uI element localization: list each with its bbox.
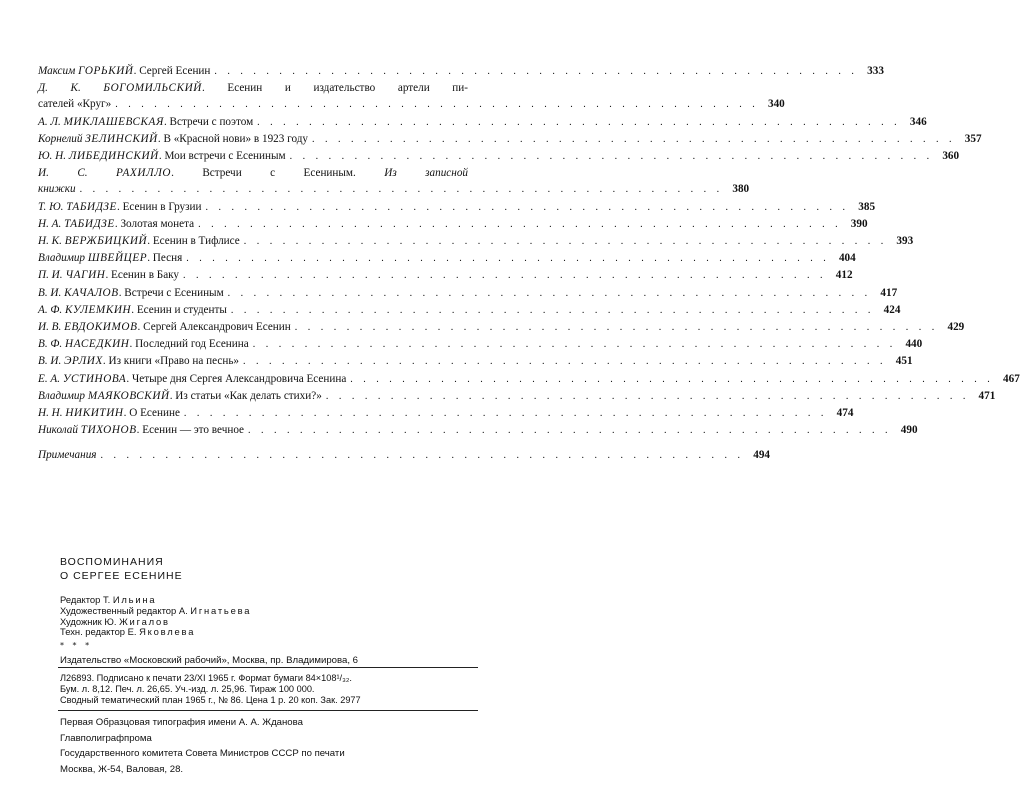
spacer: [38, 439, 468, 447]
toc-entry-text: Николай ТИХОНОВ. Есенин — это вечное: [38, 424, 245, 437]
toc-entry: [38, 233, 914, 250]
leader-dots: . . . . . . . . . . . . . . . . . . . . . . . . . . . . . . . . . . . . . . . . . . . . . . . . . .: [350, 373, 994, 385]
notes-label: Примечания: [38, 449, 97, 462]
author-name: РАХИЛЛО: [116, 167, 172, 180]
toc-entry-text: Корнелий ЗЕЛИНСКИЙ. В «Красной нови» в 1923 году: [38, 132, 309, 145]
page-number: 393: [896, 235, 914, 248]
page-number: 424: [883, 303, 901, 316]
page-number: 429: [947, 321, 965, 334]
author-name: МИКЛАШЕВСКАЯ: [63, 115, 164, 128]
toc-entry-line2: [38, 96, 785, 113]
author-initials: Е. А.: [38, 372, 61, 385]
author: [38, 218, 115, 230]
entry-subtitle: Из записной: [384, 167, 469, 180]
page-number: 412: [835, 269, 853, 282]
book-title: [60, 555, 470, 583]
editor-line: Редактор Т. Ильина: [60, 594, 157, 605]
entry-subtitle-cont: книжки: [38, 183, 76, 196]
leader-dots: . . . . . . . . . . . . . . . . . . . . . . . . . . . . . . . . . . . . . . . . . . . . . . . . . .: [248, 425, 892, 437]
toc-entry-text: П. И. ЧАГИН. Есенин в Баку: [38, 269, 180, 282]
toc-entry: [38, 216, 868, 233]
entry-title: Золотая монета: [120, 217, 195, 230]
author-initials: Н. А.: [38, 217, 62, 230]
leader-dots: . . . . . . . . . . . . . . . . . . . . . . . . . . . . . . . . . . . . . . . . . . . . . . . . . .: [243, 236, 888, 248]
toc-entry-text: В. Ф. НАСЕДКИН. Последний год Есенина: [38, 338, 249, 351]
author-name: МАЯКОВСКИЙ: [87, 389, 170, 402]
leader-dots: . . . . . . . . . . . . . . . . . . . . . . . . . . . . . . . . . . . . . . . . . . . . . . . . . .: [198, 218, 842, 230]
leader-dots: . . . . . . . . . . . . . . . . . . . . . . . . . . . . . . . . . . . . . . . . . . . . . . . . . .: [214, 66, 858, 77]
print-data-line: Л26893. Подписано к печати 23/XI 1965 г. Формат бумаги 84×108¹/₃₂.: [60, 673, 352, 683]
author-initials: Владимир: [38, 389, 86, 402]
entry-title: Встречи с Есениным.: [202, 167, 356, 180]
printing-house-line: Первая Образцовая типография имени А. А. Жданова: [60, 717, 303, 728]
author-name: НИКИТИН: [65, 407, 124, 420]
leader-dots: . . . . . . . . . . . . . . . . . . . . . . . . . . . . . . . . . . . . . . . . . . . . . . . . . .: [115, 99, 759, 111]
page-number: 390: [850, 217, 868, 230]
author-initials: А. Ф.: [38, 303, 63, 316]
author-initials: Владимир: [38, 252, 86, 265]
print-data: [60, 673, 470, 707]
entry-title: Песня: [152, 252, 183, 265]
leader-dots: . . . . . . . . . . . . . . . . . . . . . . . . . . . . . . . . . . . . . . . . . . . . . . . . . .: [243, 356, 887, 368]
author-name: ТАБИДЗЕ: [66, 200, 117, 213]
author-initials: П. И.: [38, 269, 63, 282]
author-name: ТИХОНОВ: [80, 424, 137, 437]
leader-dots: . . . . . . . . . . . . . . . . . . . . . . . . . . . . . . . . . . . . . . . . . . . . . . . . . .: [183, 270, 827, 282]
author-name: НАСЕДКИН: [65, 338, 130, 351]
entry-title: Есенин в Баку: [111, 269, 180, 282]
toc-entry-text: И. С. РАХИЛЛО. Встречи с Есениным. Из записной: [38, 167, 469, 180]
author: [38, 65, 134, 77]
author-name: ЭРЛИХ: [64, 355, 103, 368]
leader-dots: . . . . . . . . . . . . . . . . . . . . . . . . . . . . . . . . . . . . . . . . . . . . . . . . . .: [227, 287, 872, 299]
toc-entry: [38, 302, 901, 319]
page-number: 467: [1003, 372, 1020, 385]
author: [38, 321, 138, 333]
toc-entry-notes: [38, 447, 770, 464]
entry-title: Сергей Александрович Есенин: [143, 321, 291, 334]
toc-entry-text: Н. К. ВЕРЖБИЦКИЙ. Есенин в Тифлисе: [38, 235, 240, 248]
editors-block: [60, 595, 470, 638]
leader-dots: . . . . . . . . . . . . . . . . . . . . . . . . . . . . . . . . . . . . . . . . . . . . . . . . . .: [183, 408, 828, 420]
entry-title: Есенин — это вечное: [142, 424, 245, 437]
toc-entry: [38, 148, 960, 165]
page-number: 333: [867, 65, 884, 77]
toc-entry: [38, 353, 913, 370]
page-number: 404: [838, 252, 856, 265]
entry-title: Есенин и студенты: [136, 303, 227, 316]
toc-entry: [38, 131, 982, 148]
author-name: ЗЕЛИНСКИЙ: [85, 132, 158, 145]
author: [38, 390, 170, 402]
entry-title: Из книги «Право на песнь»: [108, 355, 240, 368]
page-number: 451: [895, 355, 913, 368]
entry-title: Последний год Есенина: [135, 338, 249, 351]
print-data-line: Бум. л. 8,12. Печ. л. 26,65. Уч.-изд. л. 25,96. Тираж 100 000.: [60, 684, 315, 695]
author-name: ЧАГИН: [65, 269, 106, 282]
author: [38, 167, 171, 179]
page-number: 360: [942, 150, 960, 163]
author-initials: В. И.: [38, 355, 62, 368]
toc-entry-text: Е. А. УСТИНОВА. Четыре дня Сергея Александровича Есенина: [38, 372, 347, 385]
toc-entry: [38, 63, 884, 80]
author-name: ШВЕЙЦЕР: [87, 252, 148, 265]
toc-entry: [38, 336, 923, 353]
toc-entry: [38, 250, 856, 267]
entry-title: Есенин в Грузии: [122, 200, 202, 213]
page-number: 471: [978, 389, 996, 402]
divider: [58, 710, 478, 711]
leader-dots: . . . . . . . . . . . . . . . . . . . . . . . . . . . . . . . . . . . . . . . . . . . . . . . . . .: [186, 253, 830, 265]
publisher-line: Издательство «Московский рабочий», Москва, пр. Владимирова, 6: [60, 655, 358, 666]
leader-dots: . . . . . . . . . . . . . . . . . . . . . . . . . . . . . . . . . . . . . . . . . . . . . . . . . .: [230, 304, 875, 316]
toc-entry-text: Н. А. ТАБИДЗЕ. Золотая монета: [38, 217, 195, 230]
editor-line: Художественный редактор А. Игнатьева: [60, 604, 252, 616]
author-name: КУЛЕМКИН: [65, 303, 132, 316]
entry-title: Встречи с поэтом: [169, 115, 254, 128]
author: [38, 133, 158, 145]
page-number: 380: [732, 183, 750, 196]
leader-dots: . . . . . . . . . . . . . . . . . . . . . . . . . . . . . . . . . . . . . . . . . . . . . . . . . .: [257, 116, 901, 128]
toc-entry: [38, 319, 965, 336]
toc-entry: [38, 285, 898, 302]
author-initials: Н. Н.: [38, 407, 63, 420]
entry-title: Из статьи «Как делать стихи?»: [175, 389, 322, 402]
page-number: 357: [964, 132, 982, 145]
toc-entry-text: Т. Ю. ТАБИДЗЕ. Есенин в Грузии: [38, 200, 202, 213]
leader-dots: . . . . . . . . . . . . . . . . . . . . . . . . . . . . . . . . . . . . . . . . . . . . . . . . . .: [205, 201, 850, 213]
print-data-line: Сводный тематический план 1965 г., № 86. Цена 1 р. 20 коп. Зак. 2977: [60, 695, 361, 706]
author-initials: В. Ф.: [38, 338, 63, 351]
author-name: ВЕРЖБИЦКИЙ: [64, 235, 148, 248]
toc-entry: [38, 388, 996, 405]
editor-line: Художник Ю. Жигалов: [60, 615, 170, 627]
printing-house-line: Государственного комитета Совета Министров СССР по печати: [60, 748, 345, 760]
author: [38, 338, 129, 350]
author-name: БОГОМИЛЬСКИЙ: [103, 82, 202, 95]
toc-entry-text: Д. К. БОГОМИЛЬСКИЙ. Есенин и издательство артели пи-: [38, 82, 469, 95]
author: [38, 424, 137, 436]
entry-title: О Есенине: [129, 407, 180, 420]
author-initials: И. С.: [38, 167, 88, 180]
divider: [58, 667, 478, 668]
toc-entry-text: Максим ГОРЬКИЙ. Сергей Есенин: [38, 65, 211, 77]
author-name: КАЧАЛОВ: [64, 286, 119, 299]
page-number: 346: [909, 115, 927, 128]
toc-entry-text: В. И. КАЧАЛОВ. Встречи с Есениным: [38, 286, 224, 299]
author-initials: Н. К.: [38, 235, 62, 248]
printing-house-line: Москва, Ж-54, Валовая, 28.: [60, 763, 184, 775]
author: [38, 373, 126, 385]
author: [38, 269, 105, 281]
book-title-line1: ВОСПОМИНАНИЯ: [60, 556, 164, 568]
toc-entry: [38, 422, 918, 439]
page-number: 494: [753, 449, 770, 462]
author-initials: Т. Ю.: [38, 200, 64, 213]
toc-entry-text: Н. Н. НИКИТИН. О Есенине: [38, 407, 180, 420]
toc-entry: [38, 165, 750, 198]
author-name: ЕВДОКИМОВ: [64, 321, 138, 334]
toc-entry-line2: [38, 181, 750, 198]
leader-dots: . . . . . . . . . . . . . . . . . . . . . . . . . . . . . . . . . . . . . . . . . . . . . . . . . .: [79, 184, 724, 196]
author-initials: Д. К.: [38, 82, 81, 95]
leader-dots: . . . . . . . . . . . . . . . . . . . . . . . . . . . . . . . . . . . . . . . . . . . . . . . . . .: [294, 322, 939, 334]
entry-title: Встречи с Есениным: [124, 286, 224, 299]
author: [38, 304, 131, 316]
entry-title: В «Красной нови» в 1923 году: [163, 132, 309, 145]
leader-dots: . . . . . . . . . . . . . . . . . . . . . . . . . . . . . . . . . . . . . . . . . . . . . . . . . .: [312, 133, 956, 145]
entry-title: Мои встречи с Есениным: [164, 150, 286, 163]
toc-entry-text: А. Ф. КУЛЕМКИН. Есенин и студенты: [38, 303, 227, 316]
author: [38, 252, 147, 264]
author: [38, 235, 147, 247]
page-number: 474: [836, 407, 854, 420]
toc-entry: [38, 267, 853, 284]
author-initials: А. Л.: [38, 115, 61, 128]
author-initials: Ю. Н.: [38, 150, 67, 163]
toc-entry: [38, 199, 876, 216]
author-initials: И. В.: [38, 321, 62, 334]
page-number: 417: [880, 286, 898, 299]
entry-title: Четыре дня Сергея Александровича Есенина: [131, 372, 347, 385]
author: [38, 201, 117, 213]
author-initials: В. И.: [38, 286, 62, 299]
leader-dots: . . . . . . . . . . . . . . . . . . . . . . . . . . . . . . . . . . . . . . . . . . . . . . . . . .: [252, 339, 897, 351]
author-name: ТАБИДЗЕ: [64, 217, 115, 230]
author: [38, 150, 159, 162]
author-name: ЛИБЕДИНСКИЙ: [68, 150, 159, 163]
author-name: ГОРЬКИЙ: [78, 65, 134, 77]
entry-title-cont: сателей «Круг»: [38, 98, 112, 111]
printing-house-line: Главполиграфпрома: [60, 732, 152, 744]
toc-entry-text: Владимир ШВЕЙЦЕР. Песня: [38, 252, 183, 265]
toc-entry-text: В. И. ЭРЛИХ. Из книги «Право на песнь»: [38, 355, 240, 368]
page-number: 490: [900, 424, 918, 437]
entry-title: Сергей Есенин: [139, 65, 211, 77]
author: [38, 82, 202, 94]
author-initials: Корнелий: [38, 132, 83, 145]
author-initials: Николай: [38, 424, 78, 437]
printing-house: [60, 715, 470, 777]
author: [38, 116, 164, 128]
entry-title: Есенин в Тифлисе: [152, 235, 240, 248]
leader-dots: . . . . . . . . . . . . . . . . . . . . . . . . . . . . . . . . . . . . . . . . . . . . . . . . . .: [289, 151, 934, 163]
page-number: 440: [905, 338, 923, 351]
editor-line: Техн. редактор Е. Яковлева: [60, 626, 196, 638]
toc-entry: [38, 80, 785, 113]
author: [38, 287, 119, 299]
page-number: 340: [767, 98, 785, 111]
toc-entry: [38, 114, 927, 131]
section-stars: * * *: [60, 641, 93, 650]
table-of-contents: [38, 63, 1020, 465]
toc-entry: [38, 371, 1020, 388]
toc-entry-text: А. Л. МИКЛАШЕВСКАЯ. Встречи с поэтом: [38, 115, 254, 128]
leader-dots: . . . . . . . . . . . . . . . . . . . . . . . . . . . . . . . . . . . . . . . . . . . . . . . . . .: [100, 450, 744, 462]
toc-entry-text: И. В. ЕВДОКИМОВ. Сергей Александрович Есенин: [38, 321, 291, 334]
leader-dots: . . . . . . . . . . . . . . . . . . . . . . . . . . . . . . . . . . . . . . . . . . . . . . . . . .: [325, 390, 970, 402]
author-name: УСТИНОВА: [62, 372, 127, 385]
toc-entry-text: Владимир МАЯКОВСКИЙ. Из статьи «Как делать стихи?»: [38, 389, 322, 402]
entry-title: Есенин и издательство артели пи-: [227, 82, 469, 95]
page-number: 385: [858, 200, 876, 213]
author-initials: Максим: [38, 65, 76, 77]
author: [38, 355, 103, 367]
author: [38, 407, 124, 419]
toc-entry: [38, 405, 854, 422]
toc-entry-text: Ю. Н. ЛИБЕДИНСКИЙ. Мои встречи с Есениным: [38, 150, 286, 163]
book-title-line2: О СЕРГЕЕ ЕСЕНИНЕ: [60, 570, 183, 582]
